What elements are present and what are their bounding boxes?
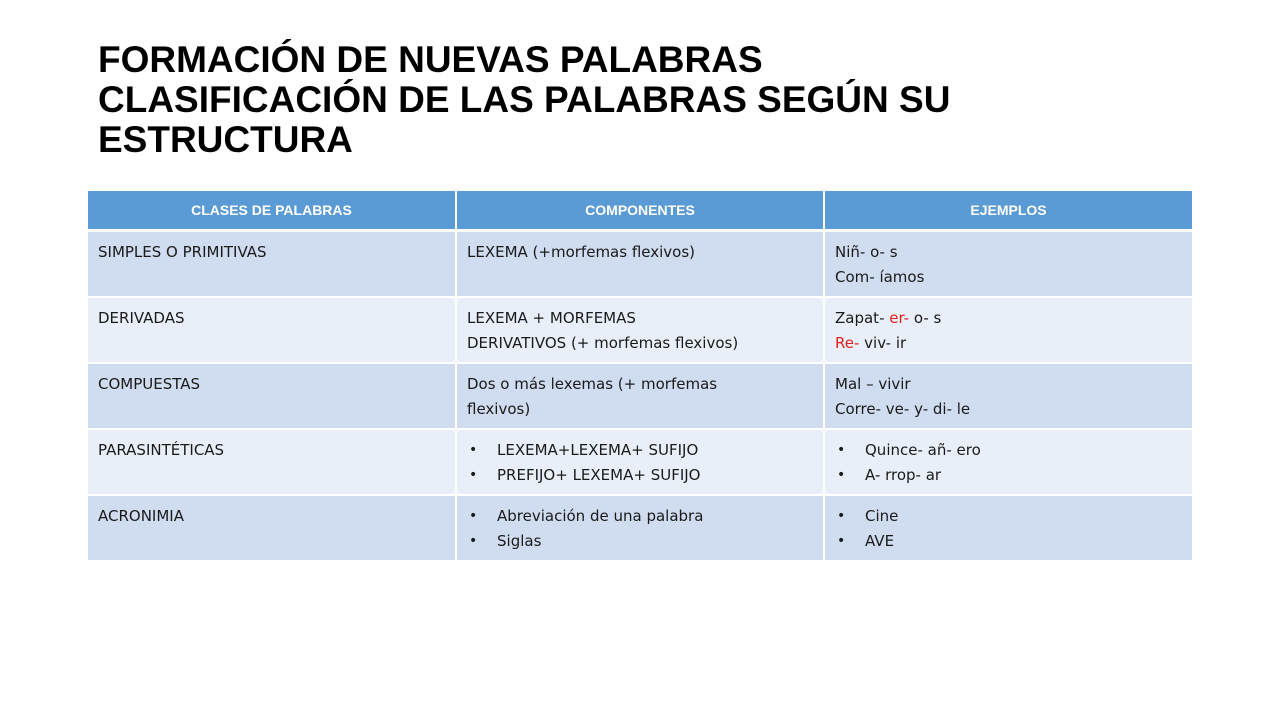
cell-clase: [88, 231, 456, 298]
cell-ejemplos: [824, 363, 1192, 429]
table-header-row: [88, 191, 1192, 231]
cell-ejemplos: [824, 231, 1192, 298]
cell-componentes: [456, 363, 824, 429]
table-row: [88, 297, 1192, 363]
title-line-2: CLASIFICACIÓN DE LAS PALABRAS SEGÚN SU: [98, 79, 951, 120]
cell-clase: [88, 429, 456, 495]
list-item: • LEXEMA+LEXEMA+ SUFIJO: [467, 438, 813, 463]
list-item: • A- rrop- ar: [835, 463, 1182, 488]
cell-componentes: [456, 429, 824, 495]
ejemplo-text: [835, 331, 1182, 356]
list-item: • Siglas: [467, 529, 813, 554]
list-item: • AVE: [835, 529, 1182, 554]
componente-text: LEXEMA + MORFEMAS: [467, 309, 636, 327]
componente-text: LEXEMA (+morfemas flexivos): [467, 243, 696, 261]
clase-label: SIMPLES O PRIMITIVAS: [98, 243, 267, 261]
table-row: [88, 495, 1192, 561]
componente-text: Dos o más lexemas (+ morfemas: [467, 375, 718, 393]
cell-componentes: [456, 231, 824, 298]
header-ejemplos: EJEMPLOS: [824, 191, 1192, 231]
highlighted-morpheme: Re-: [835, 334, 860, 352]
clase-label: PARASINTÉTICAS: [98, 441, 225, 459]
componente-text: flexivos): [467, 400, 531, 418]
cell-componentes: [456, 297, 824, 363]
slide-title: [98, 40, 1198, 160]
clase-label: DERIVADAS: [98, 309, 185, 327]
componente-text: DERIVATIVOS (+ morfemas flexivos): [467, 334, 739, 352]
cell-ejemplos: [824, 297, 1192, 363]
ejemplo-text: Mal – vivir: [835, 375, 911, 393]
header-componentes: COMPONENTES: [456, 191, 824, 231]
list-item: • PREFIJO+ LEXEMA+ SUFIJO: [467, 463, 813, 488]
cell-clase: [88, 363, 456, 429]
table-row: [88, 429, 1192, 495]
cell-ejemplos: [824, 495, 1192, 561]
ejemplo-text: Com- íamos: [835, 268, 925, 286]
list-item: • Quince- añ- ero: [835, 438, 1182, 463]
ejemplo-text: Niñ- o- s: [835, 243, 898, 261]
ejemplos-bullet-list: [835, 504, 1182, 554]
clase-label: ACRONIMIA: [98, 507, 184, 525]
ejemplo-part: Zapat-: [835, 309, 890, 327]
cell-clase: [88, 297, 456, 363]
ejemplo-text: [835, 306, 1182, 331]
ejemplo-part: o- s: [909, 309, 942, 327]
componentes-bullet-list: [467, 438, 813, 488]
list-item: • Abreviación de una palabra: [467, 504, 813, 529]
title-line-1: FORMACIÓN DE NUEVAS PALABRAS: [98, 39, 763, 80]
cell-ejemplos: [824, 429, 1192, 495]
ejemplo-text: Corre- ve- y- di- le: [835, 400, 971, 418]
title-line-3: ESTRUCTURA: [98, 119, 353, 160]
ejemplo-part: viv- ir: [859, 334, 907, 352]
header-clases: CLASES DE PALABRAS: [88, 191, 456, 231]
table-row: [88, 363, 1192, 429]
ejemplos-bullet-list: [835, 438, 1182, 488]
word-structure-table: [88, 191, 1192, 562]
cell-componentes: [456, 495, 824, 561]
componentes-bullet-list: [467, 504, 813, 554]
table-row: [88, 231, 1192, 298]
cell-clase: [88, 495, 456, 561]
highlighted-morpheme: er-: [889, 309, 910, 327]
list-item: • Cine: [835, 504, 1182, 529]
clase-label: COMPUESTAS: [98, 375, 201, 393]
